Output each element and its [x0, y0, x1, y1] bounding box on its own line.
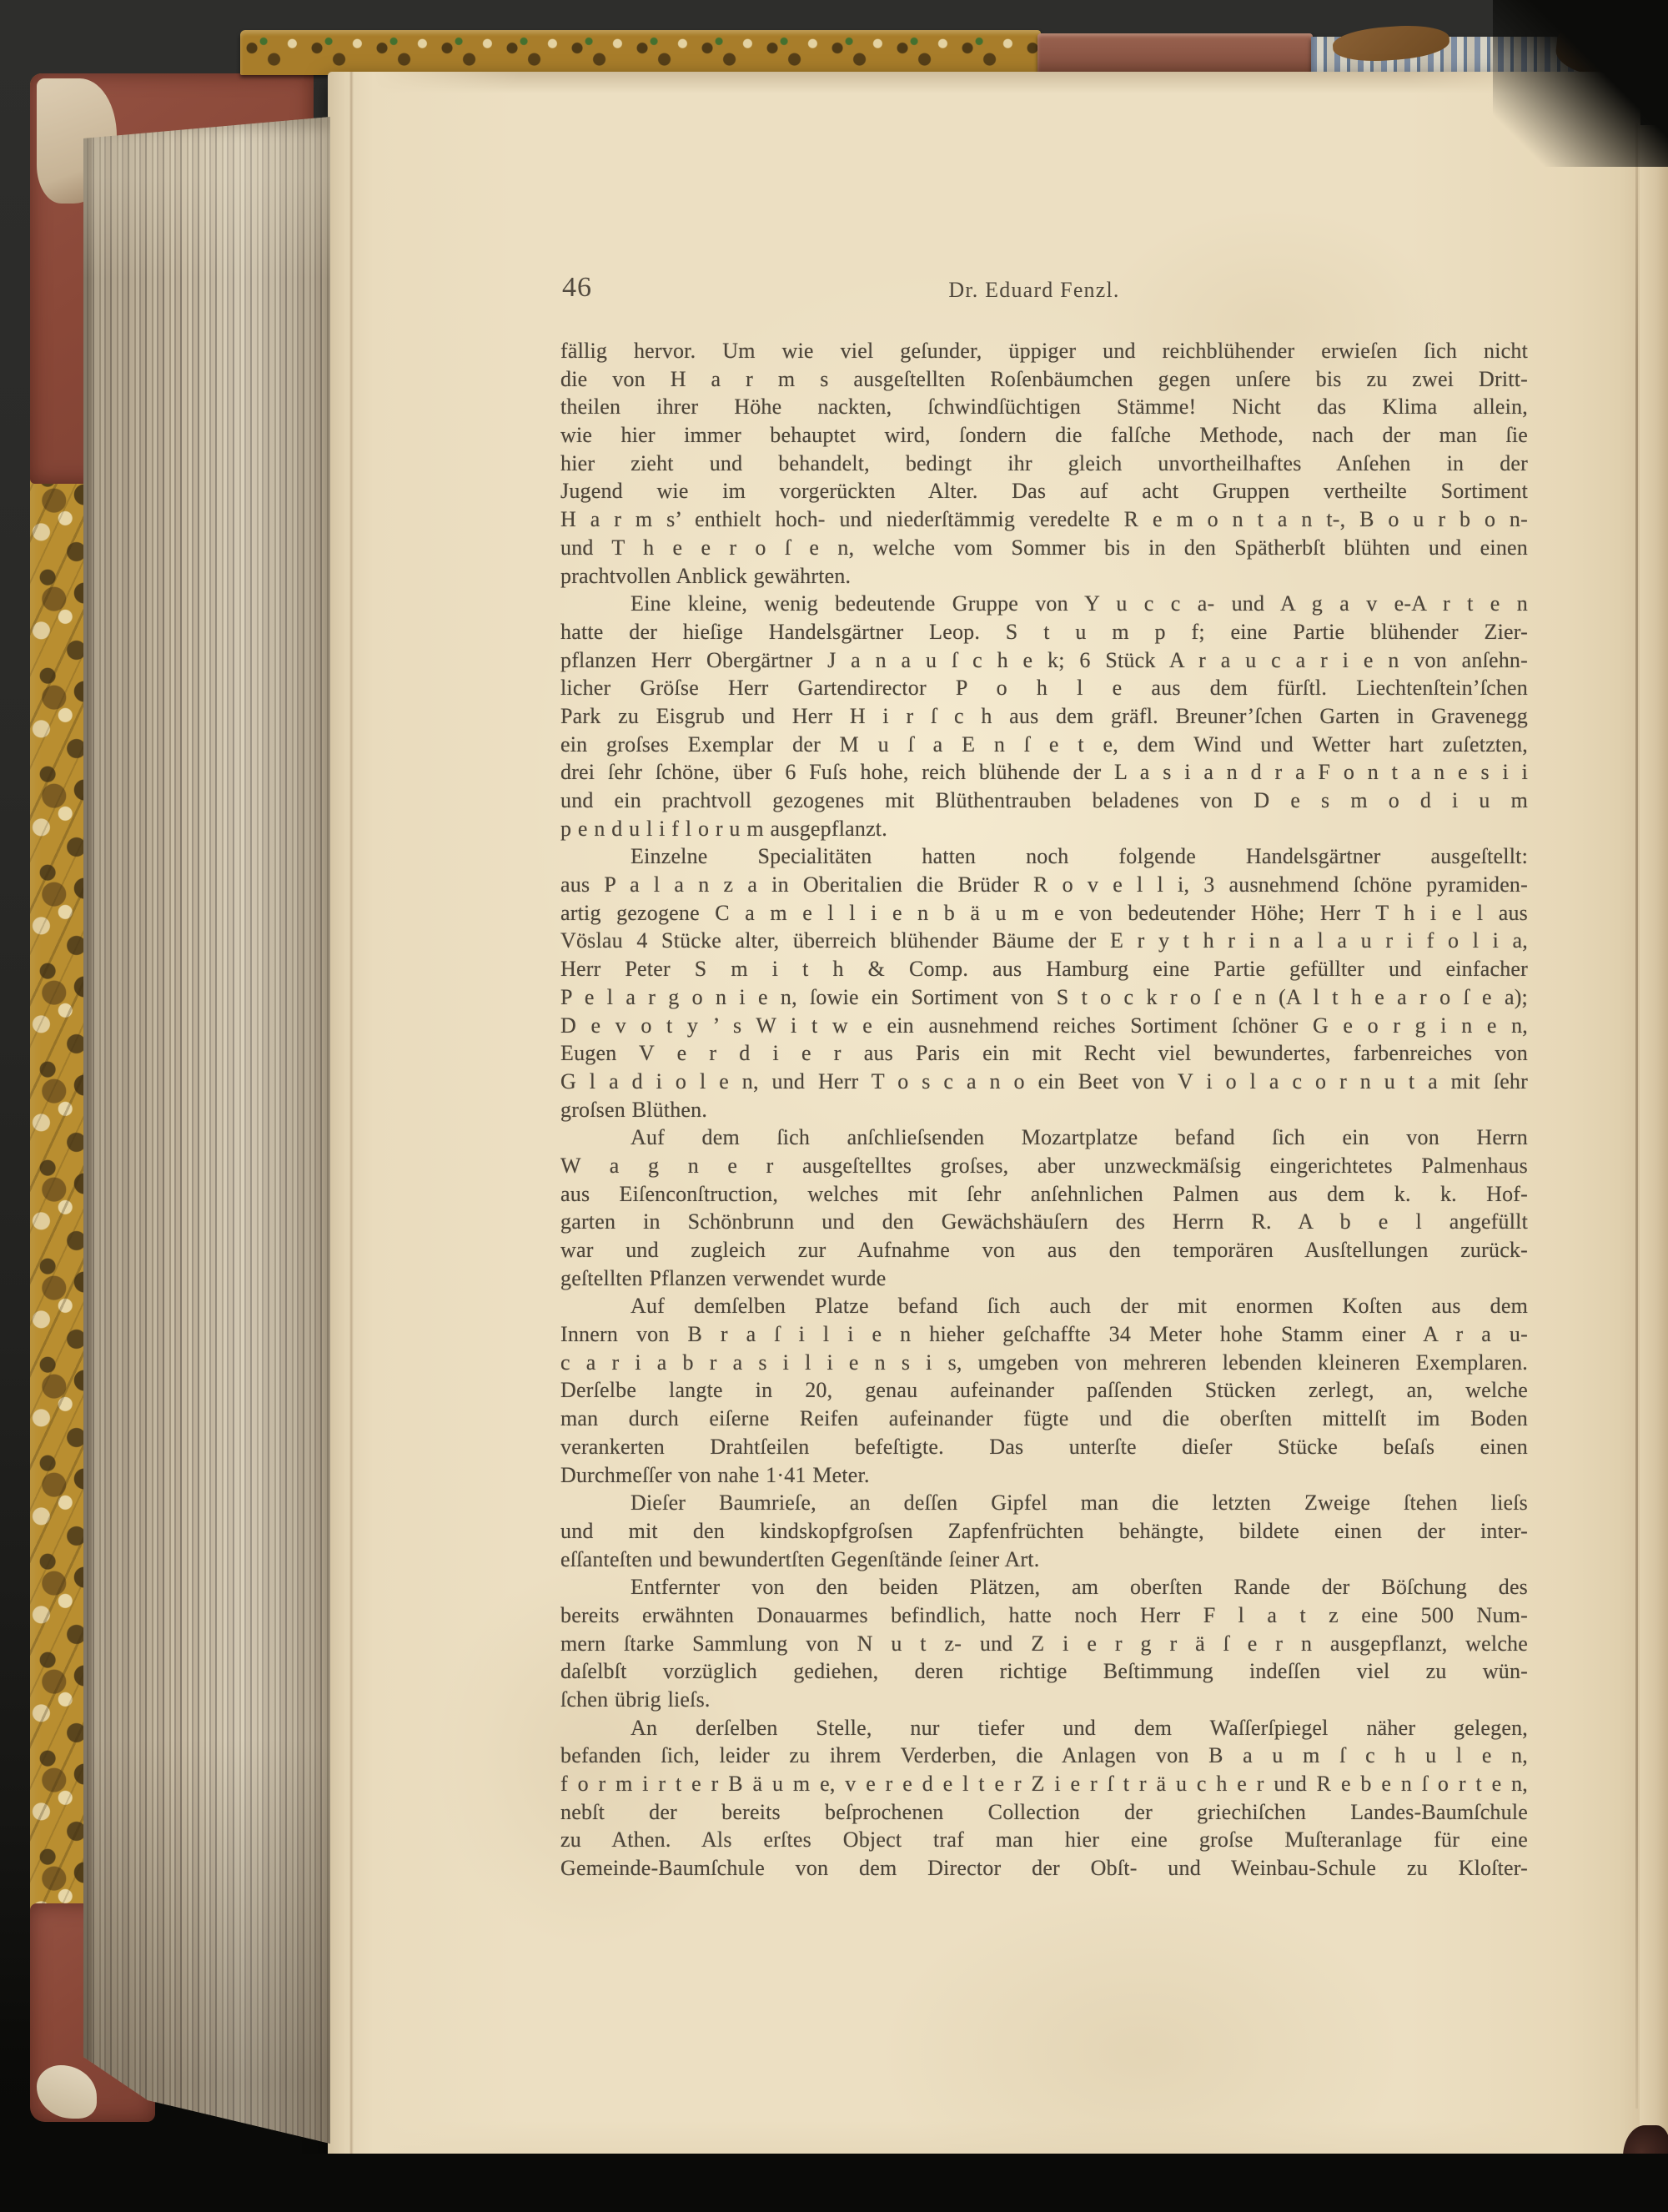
- text-line: Eugen V e r d i e r aus Paris ein mit Recht viel bewundertes, farbenreiches von: [560, 1041, 1528, 1066]
- text-line: Innern von B r a ſ i l i e n hieher geſchaffte 34 Meter hohe Stamm einer A r a u-: [560, 1322, 1528, 1347]
- text-line: Eine kleine, wenig bedeutende Gruppe von Y u c c a- und A g a v e-A r t e n: [631, 591, 1528, 616]
- paragraph: [560, 1489, 1528, 1573]
- text-line: Auf dem ſich anſchlieſsenden Mozartplatze befand ſich ein von Herrn: [631, 1125, 1528, 1150]
- text-line: H a r m s’ enthielt hoch- und niederſtämmig veredelte R e m o n t a n t-, B o u r b o n-: [560, 507, 1528, 532]
- text-line: groſsen Blüthen.: [560, 1097, 708, 1122]
- text-line: die von H a r m s ausgeſtellten Roſenbäumchen gegen unſere bis zu zwei Dritt-: [560, 366, 1528, 391]
- text-line: geſtellten Pflanzen verwendet wurde: [560, 1265, 887, 1290]
- top-edge-marbled-board: [240, 30, 1041, 75]
- text-line: G l a d i o l e n, und Herr T o s c a n o ein Beet von V i o l a c o r n u t a mit ſehr: [560, 1068, 1528, 1093]
- text-line: P e l a r g o n i e n, ſowie ein Sortiment von S t o c k r o ſ e n (A l t h e a r o ſ e a);: [560, 984, 1528, 1009]
- text-line: wie hier immer behauptet wird, ſondern die falſche Methode, nach der man ſie: [560, 423, 1528, 448]
- text-line: Herr Peter S m i t h & Comp. aus Hamburg eine Partie gefüllter und einfacher: [560, 957, 1528, 982]
- paragraph: [560, 1124, 1528, 1292]
- stack-sheen: [83, 117, 330, 2144]
- text-line: pflanzen Herr Obergärtner J a n a u ſ c h e k; 6 Stück A r a u c a r i e n von anſehn-: [560, 647, 1528, 672]
- text-line: eſſanteſten und bewundertſten Gegenſtände ſeiner Art.: [560, 1546, 1040, 1571]
- leather-fragment: [1332, 23, 1450, 64]
- text-line: aus Eiſenconſtruction, welches mit ſehr anſehnlichen Palmen aus dem k. k. Hof-: [560, 1181, 1528, 1206]
- text-line: c a r i a b r a s i l i e n s i s, umgeben von mehreren lebenden kleineren Exemplaren.: [560, 1350, 1528, 1375]
- page-number: 46: [562, 272, 592, 303]
- text-line: war und zugleich zur Aufnahme von aus den temporären Ausſtellungen zurück-: [560, 1238, 1528, 1262]
- text-line: daſelbſt vorzüglich gediehen, deren richtige Beſtimmung indeſſen viel zu wün-: [560, 1659, 1528, 1684]
- text-line: und mit den kindskopfgroſsen Zapfenfrüchten behängte, bildete einen der inter-: [560, 1518, 1528, 1543]
- text-line: befanden ſich, leider zu ihrem Verderben, die Anlagen von B a u m ſ c h u l e n,: [560, 1743, 1528, 1768]
- text-line: man durch eiſerne Reifen aufeinander fügte und die oberſten mittelſt im Boden: [560, 1406, 1528, 1431]
- page-text: [560, 337, 1528, 1883]
- text-line: Einzelne Specialitäten hatten noch folgende Handelsgärtner ausgeſtellt:: [631, 844, 1528, 869]
- text-line: W a g n e r ausgeſtelltes groſses, aber unzweckmäſsig eingerichtetes Palmenhaus: [560, 1153, 1528, 1178]
- text-line: nebſt der bereits beſprochenen Collection der griechiſchen Landes-Baumſchule: [560, 1799, 1528, 1824]
- paragraph: [560, 337, 1528, 590]
- text-line: Dieſer Baumrieſe, an deſſen Gipfel man die letzten Zweige ſtehen lieſs: [631, 1491, 1528, 1516]
- text-line: und ein prachtvoll gezogenes mit Blüthentrauben beladenes von D e s m o d i u m: [560, 788, 1528, 812]
- text-line: p e n d u l i f l o r u m ausgepflanzt.: [560, 816, 887, 841]
- text-line: mern ſtarke Sammlung von N u t z- und Z i e r g r ä ſ e r n ausgepflanzt, welche: [560, 1631, 1528, 1656]
- text-line: aus P a l a n z a in Oberitalien die Brüder R o v e l l i, 3 ausnehmend ſchöne pyramiden-: [560, 872, 1528, 897]
- fore-edge-page-stack: [83, 117, 330, 2144]
- text-line: Entfernter von den beiden Plätzen, am oberſten Rande der Böſchung des: [631, 1575, 1528, 1600]
- text-line: Derſelbe langte in 20, genau aufeinander paſſenden Stücken zerlegt, an, welche: [560, 1378, 1528, 1403]
- paragraph: [560, 1714, 1528, 1883]
- text-line: fällig hervor. Um wie viel geſunder, üppiger und reichblühender erwieſen ſich nicht: [560, 339, 1528, 363]
- backdrop-bottom: [0, 2154, 1668, 2212]
- text-line: hatte der hieſige Handelsgärtner Leop. S t u m p f; eine Partie blühender Zier-: [560, 619, 1528, 644]
- text-line: D e v o t y ’ s W i t w e ein ausnehmend reiches Sortiment ſchöner G e o r g i n e n,: [560, 1013, 1528, 1038]
- text-line: und T h e e r o ſ e n, welche vom Sommer bis in den Spätherbſt blühten und einen: [560, 535, 1528, 560]
- cover-wear-patch: [37, 2065, 97, 2119]
- paragraph: [560, 842, 1528, 1124]
- text-line: hier zieht und behandelt, bedingt ihr gleich unvortheilhaftes Anſehen in der: [560, 450, 1528, 475]
- text-line: Durchmeſſer von nahe 1·41 Meter.: [560, 1462, 870, 1487]
- text-line: Vöslau 4 Stücke alter, überreich blühender Bäume der E r y t h r i n a l a u r i f o l i a,: [560, 928, 1528, 953]
- paragraph: [560, 1292, 1528, 1489]
- paragraph: [560, 1573, 1528, 1713]
- text-line: f o r m i r t e r B ä u m e, v e r e d e l t e r Z i e r ſ t r ä u c h e r und R e b e n ſ o r t e n,: [560, 1772, 1528, 1797]
- facing-page-sliver: [1640, 125, 1668, 2170]
- text-line: prachtvollen Anblick gewährten.: [560, 563, 852, 588]
- text-line: licher Gröſse Herr Gartendirector P o h l e aus dem fürſtl. Liechtenſtein’ſchen: [560, 676, 1528, 701]
- paragraph: [560, 590, 1528, 842]
- text-line: zu Athen. Als erſtes Object traf man hier eine groſse Muſteranlage für eine: [560, 1827, 1528, 1853]
- text-line: bereits erwähnten Donauarmes befindlich, hatte noch Herr F l a t z eine 500 Num-: [560, 1602, 1528, 1627]
- backdrop-corner-shadow: [1493, 0, 1668, 167]
- text-line: Park zu Eisgrub und Herr H i r ſ c h aus dem gräfl. Breuner’ſchen Garten in Gravenegg: [560, 703, 1528, 728]
- text-line: Gemeinde-Baumſchule von dem Director der Obſt- und Weinbau-Schule zu Kloſter-: [560, 1856, 1528, 1881]
- text-line: An derſelben Stelle, nur tiefer und dem Waſſerſpiegel näher gelegen,: [631, 1715, 1528, 1740]
- text-line: artig gezogene C a m e l l i e n b ä u m e von bedeutender Höhe; Herr T h i e l aus: [560, 900, 1528, 925]
- text-line: garten in Schönbrunn und den Gewächshäuſern des Herrn R. A b e l angefüllt: [560, 1209, 1528, 1234]
- text-line: ſchen übrig lieſs.: [560, 1687, 711, 1712]
- text-line: Auf demſelben Platze befand ſich auch der mit enormen Koſten aus dem: [631, 1294, 1528, 1319]
- gutter-crease: [1635, 123, 1638, 2109]
- text-line: theilen ihrer Höhe nackten, ſchwindſüchtigen Stämme! Nicht das Klima allein,: [560, 395, 1528, 420]
- text-line: Jugend wie im vorgerückten Alter. Das auf acht Gruppen vertheilte Sortiment: [560, 479, 1528, 504]
- text-line: ein groſses Exemplar der M u ſ a E n ſ e t e, dem Wind und Wetter hart zuſetzten,: [560, 731, 1528, 757]
- text-line: verankerten Drahtſeilen befeſtigte. Das unterſte dieſer Stücke beſaſs einen: [560, 1434, 1528, 1459]
- text-line: drei ſehr ſchöne, über 6 Fuſs hohe, reich blühende der L a s i a n d r a F o n t a n e s i i: [560, 760, 1528, 785]
- running-title: Dr. Eduard Fenzl.: [948, 278, 1120, 302]
